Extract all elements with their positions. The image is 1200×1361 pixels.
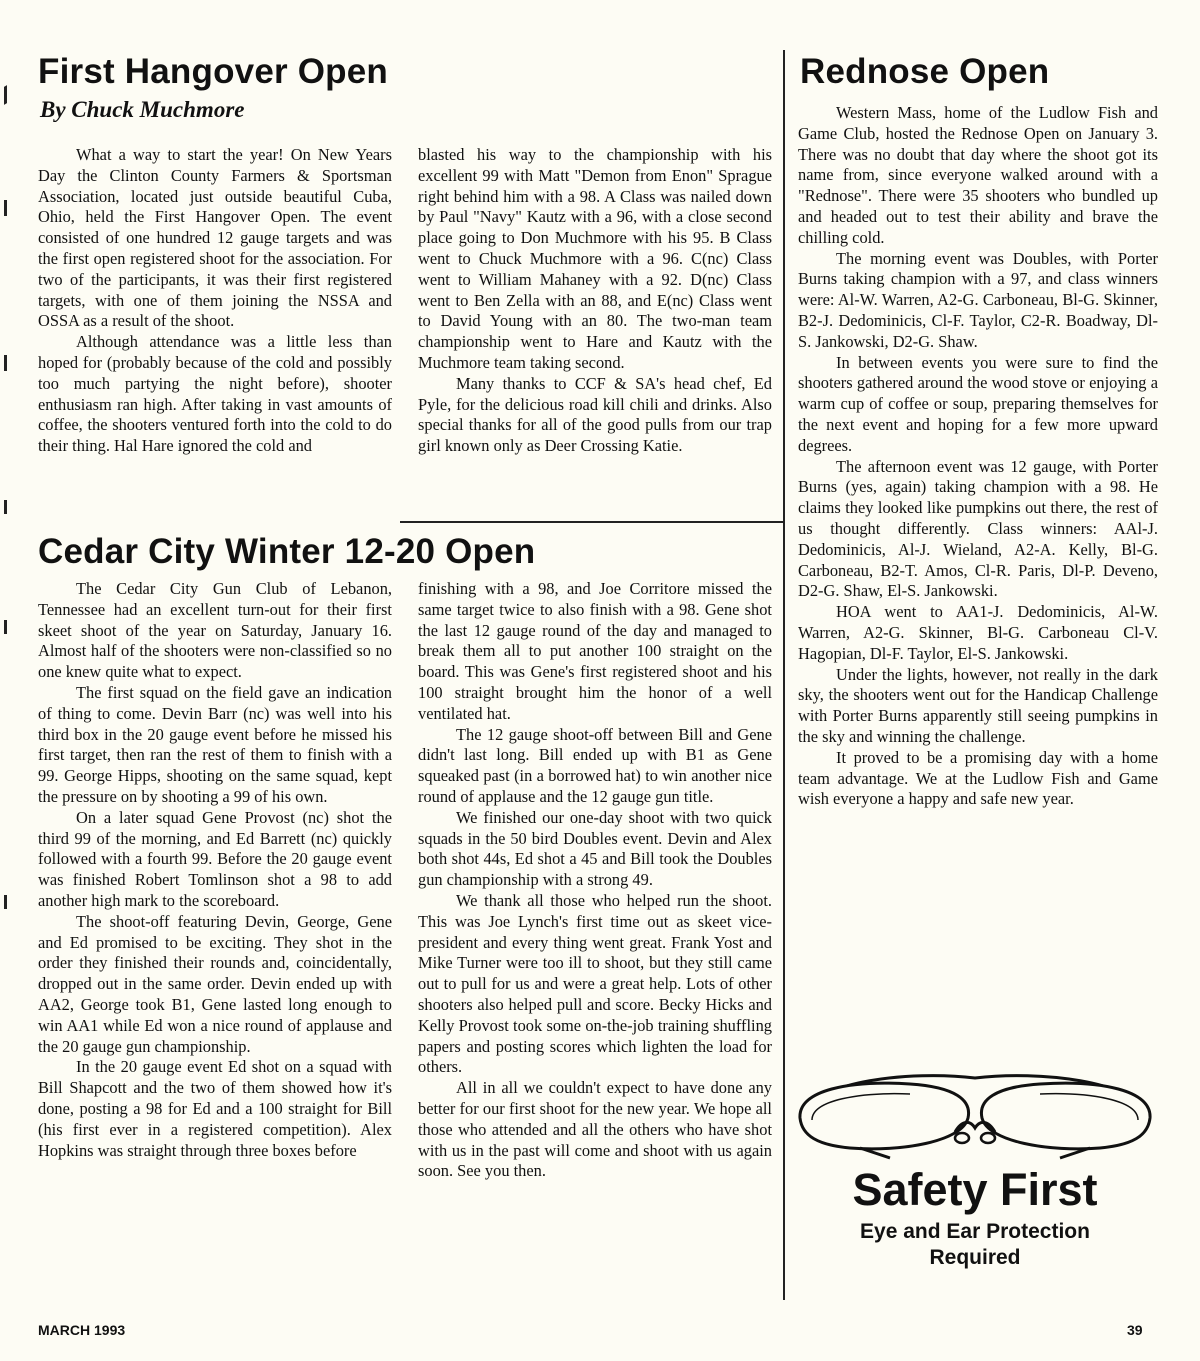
paragraph: The first squad on the field gave an indication of thing to come. Devin Barr (nc) was well into his third box in the 20 gauge event before he missed his first target, then ran the rest of them to finish with a 99. George Hipps, shooting on the same squad, kept the pressure on by shooting a 99 of his own. <box>38 682 392 806</box>
paragraph: The afternoon event was 12 gauge, with Porter Burns (yes, again) taking champion with a 98. He claims they looked like pumpkins out there, the rest of us thought differently. Class winners: AAl-J. Dedominicis, Al-J. Wieland, A2-A. Kelly, Bl-G. Carboneau, B2-T. Amos, Cl-R. Paris, Dl-P. Deveno, D2-G. Shaw, El-S. Jankowski. <box>798 456 1158 601</box>
safety-glasses-icon <box>790 1060 1160 1160</box>
binding-mark <box>4 895 7 909</box>
rednose-column <box>798 103 1158 810</box>
column-divider <box>783 50 785 1300</box>
cedar-column-1 <box>38 579 392 1161</box>
paragraph: The 12 gauge shoot-off between Bill and Gene didn't last long. Bill ended up with B1 as Gene squeaked past (in a borrowed hat) to win another nice round of applause and the 12 gauge gun title. <box>418 724 772 806</box>
article-byline: By Chuck Muchmore <box>40 97 245 122</box>
paragraph: In between events you were sure to find the shooters gathered around the wood stove or enjoying a warm cup of coffee or soup, preparing themselves for the next event and hoping for a few more upward degrees. <box>798 352 1158 455</box>
paragraph: What a way to start the year! On New Years Day the Clinton County Farmers & Sportsman Association, located just outside beautiful Cuba, Ohio, held the First Hangover Open. The event consisted of one hundred 12 gauge targets and was the first open registered shoot for the association. For two of the participants, it was their first registered targets, with one of them joining the NSSA and OSSA as a result of the shoot. <box>38 145 392 331</box>
safety-ad <box>790 1060 1160 1271</box>
paragraph: We finished our one-day shoot with two quick squads in the 50 bird Doubles event. Devin and Alex both shot 44s, Ed shot a 45 and Bill took the Doubles gun championship with a strong 49. <box>418 807 772 890</box>
binding-mark <box>4 355 7 371</box>
binding-mark <box>4 620 7 634</box>
article-title-hangover: First Hangover Open <box>38 52 388 91</box>
binding-mark <box>4 500 7 514</box>
article-title-cedar: Cedar City Winter 12-20 Open <box>38 532 536 571</box>
paragraph: All in all we couldn't expect to have done any better for our first shoot for the new year. We hope all those who attended and all the others who have shot with us in the past will come and shoot with us again soon. See you then. <box>418 1078 772 1181</box>
footer-date: MARCH 1993 <box>38 1322 126 1338</box>
binding-mark <box>4 85 7 105</box>
paragraph: The shoot-off featuring Devin, George, Gene and Ed promised to be exciting. They shot in the order they finished their rounds and, coincidentally, dropped out in the same order. Devin ended up with AA2, George took B1, Gene lasted long enough to win AA1 while Ed won a nice round of applause and the 20 gauge gun championship. <box>38 911 392 1056</box>
paragraph: Western Mass, home of the Ludlow Fish and Game Club, hosted the Rednose Open on January 3. There was no doubt that day where the shoot got its name from, since everyone walked around with a "Rednose". There were 35 shooters who bundled up and headed out to test their ability and brave the chilling cold. <box>798 103 1158 247</box>
safety-line-1: Eye and Ear Protection <box>860 1220 1090 1243</box>
paragraph: The morning event was Doubles, with Porter Burns taking champion with a 97, and class winners were: Al-W. Warren, A2-G. Carboneau, Bl-G. Skinner, B2-J. Dedominicis, Cl-F. Taylor, C2-R. Boadway, Dl-S. Jankowski, D2-G. Shaw. <box>798 248 1158 351</box>
paragraph: The Cedar City Gun Club of Lebanon, Tennessee had an excellent turn-out for their first skeet shoot of the year on Saturday, January 16. Almost half of the shooters were non-classified so no one knew quite what to expect. <box>38 579 392 682</box>
paragraph: finishing with a 98, and Joe Corritore missed the same target twice to also finish with a 98. Gene shot the last 12 gauge round of the day and managed to break them all to put another 100 straight on the board. This was Gene's first registered shoot and his 100 straight brought him the honor of a well ventilated hat. <box>418 579 772 723</box>
cedar-column-2 <box>418 579 772 1182</box>
page-number: 39 <box>1127 1322 1143 1338</box>
paragraph: It proved to be a promising day with a home team advantage. We at the Ludlow Fish and Game wish everyone a happy and safe new year. <box>798 747 1158 809</box>
hangover-column-2 <box>418 145 772 457</box>
paragraph: Under the lights, however, not really in the dark sky, the shooters went out for the Handicap Challenge with Porter Burns apparently still seeing pumpkins in the sky and winning the challenge. <box>798 664 1158 746</box>
paragraph: On a later squad Gene Provost (nc) shot the third 99 of the morning, and Ed Barrett (nc) quickly followed with a fourth 99. Before the 20 gauge event was finished Robert Tomlinson shot a 98 to add another high mark to the scoreboard. <box>38 807 392 910</box>
paragraph: Many thanks to CCF & SA's head chef, Ed Pyle, for the delicious road kill chili and drinks. Also special thanks for all of the good pulls from our trap girl known only as Deer Crossing Katie. <box>418 373 772 456</box>
safety-title: Safety First <box>852 1164 1098 1215</box>
hangover-column-1 <box>38 145 392 457</box>
paragraph: blasted his way to the championship with his excellent 99 with Matt "Demon from Enon" Sprague right behind him with a 98. A Class was nailed down by Paul "Navy" Kautz with a 96, with a close second place going to Don Muchmore with his 95. B Class went to Chuck Muchmore with a 96. C(nc) Class went to William Mahaney with a 92. D(nc) Class went to Ben Zella with an 88, and E(nc) Class went to David Young with an 80. The two-man team championship went to Hare and Kautz with the Muchmore team taking second. <box>418 145 772 372</box>
paragraph: We thank all those who helped run the shoot. This was Joe Lynch's first time out as skeet vice-president and every thing went great. Frank Yost and Mike Turner were too ill to shoot, but they still came out to pull for us and were a great help. Lots of other shooters also helped pull and score. Becky Hicks and Kelly Provost took some on-the-job training shuffling papers and posting scores which lighten the load for others. <box>418 890 772 1077</box>
safety-line-2: Required <box>929 1246 1021 1269</box>
paragraph: In the 20 gauge event Ed shot on a squad with Bill Shapcott and the two of them showed how it's done, posting a 98 for Ed and a 100 straight for Bill (his first ever in a registered competition). Alex Hopkins was straight through three boxes before <box>38 1057 392 1160</box>
section-divider <box>400 521 783 523</box>
paragraph: Although attendance was a little less than hoped for (probably because of the cold and possibly too much partying the night before), shooter enthusiasm ran high. After taking in vast amounts of coffee, the shooters ventured forth into the cold to do their thing. Hal Hare ignored the cold and <box>38 332 392 456</box>
paragraph: HOA went to AA1-J. Dedominicis, Al-W. Warren, A2-G. Skinner, Bl-G. Carboneau Cl-V. Hagopian, Dl-F. Taylor, El-S. Jankowski. <box>798 602 1158 663</box>
article-title-rednose: Rednose Open <box>800 52 1050 91</box>
binding-mark <box>4 200 7 216</box>
